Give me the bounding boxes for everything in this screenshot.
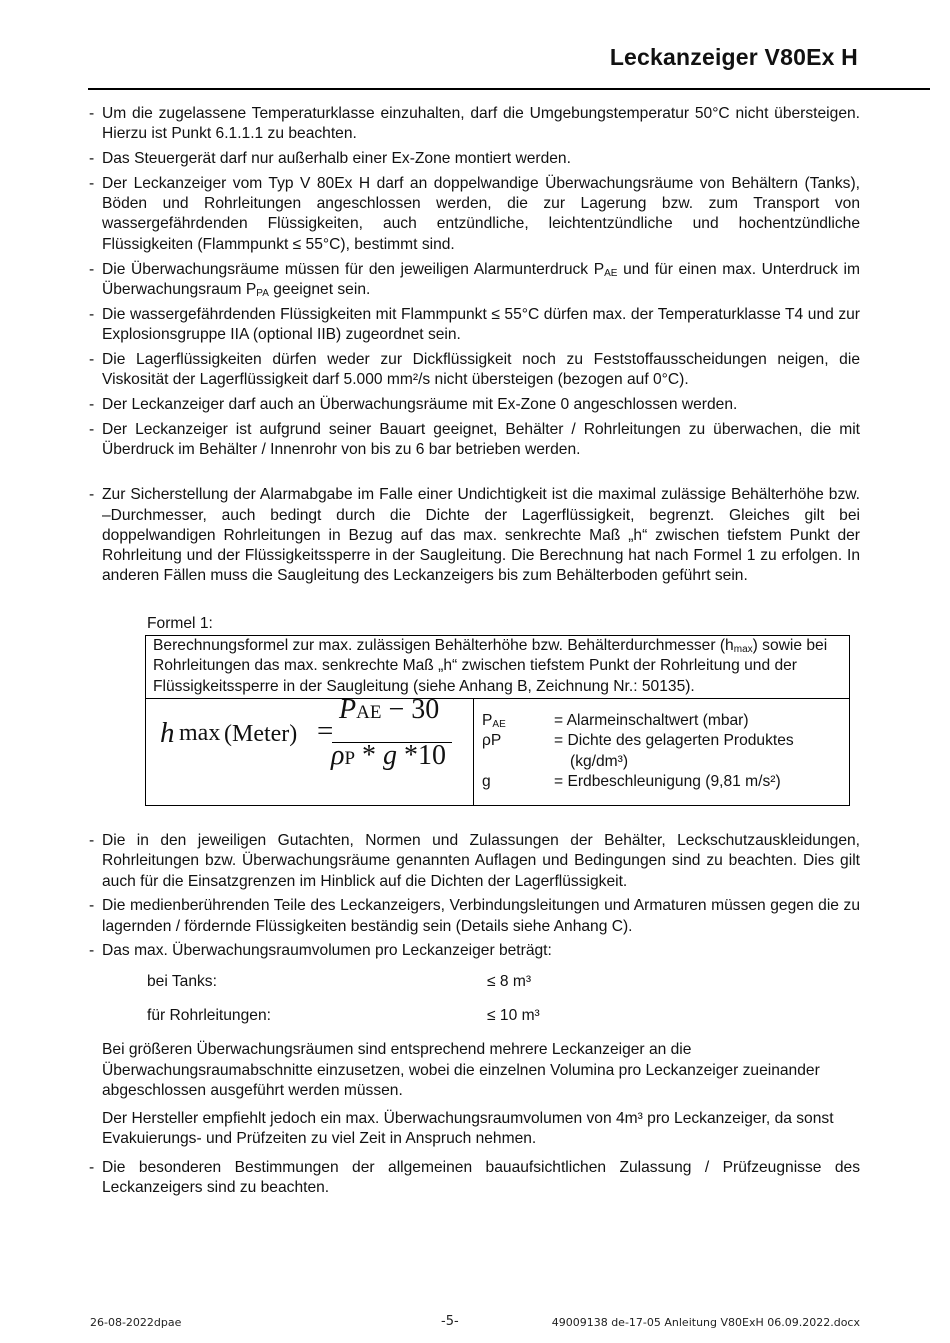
list-item-text: Die wassergefährdenden Flüssigkeiten mit Flammpunkt ≤ 55°C dürfen max. der Temperaturklasse T4 und zur Explosionsgruppe IIA (optional IIB) zugeordnet sein. [102,305,860,343]
limit-row: für Rohrleitungen: ≤ 10 m³ [147,1007,540,1024]
variable-row: ρP = Dichte des gelagerten Produktes (kg/dm³) [482,732,794,770]
list-item: - Die medienberührenden Teile des Leckanzeigers, Verbindungsleitungen und Armaturen müssen gegen die zu lagernden / fördernde Flüssigkeiten beständig sein (Details siehe Anhang C). [89,896,860,937]
list-item: - Das Steuergerät darf nur außerhalb einer Ex-Zone montiert werden. [89,149,860,169]
list-item: - Der Leckanzeiger ist aufgrund seiner Bauart geeignet, Behälter / Rohrleitungen zu überwachen, die mit Überdruck im Behälter / Innenrohr von bis zu 6 bar betrieben werden. [89,420,860,461]
paragraph: Der Hersteller empfiehlt jedoch ein max. Überwachungsraumvolumen von 4m³ pro Leckanzeiger, da sonst Evakuierungs- und Prüfzeiten zu viel Zeit in Anspruch nehmen. [102,1110,834,1148]
equation-max: max [179,719,221,746]
equation-numerator: PAE − 30 [339,693,440,725]
list-item-text: Um die zugelassene Temperaturklasse einzuhalten, darf die Umgebungstemperatur 50°C nicht übersteigen. Hierzu ist Punkt 6.1.1.1 zu beachten. [102,105,860,143]
footer-date: 26-08-2022dpae [90,1316,182,1329]
list-item-text: Die in den jeweiligen Gutachten, Normen und Zulassungen der Behälter, Leckschutzauskleidungen, Rohrleitungen bzw. Überwachungsräume genannten Auflagen und Bedingungen sind zu beachten. Dies gilt auch für die Einsatzgrenzen im Hinblick auf die Dichten der Lagerflüssigkeit. [102,831,860,890]
limit-row: bei Tanks: ≤ 8 m³ [147,972,532,990]
footer-filename: 49009138 de-17-05 Anleitung V80ExH 06.09.2022.docx [551,1316,860,1329]
list-item-text: Der Leckanzeiger vom Typ V 80Ex H darf an doppelwandige Überwachungsräume von Behältern (Tanks), Böden und Rohrleitungen angeschlossen werden, die zur Lagerung bzw. zum Transport von wassergefährdenden Flüssigkeiten, auch entzündliche, leichtentzündliche und hochentzündliche Flüssigkeiten (Flammpunkt ≤ 55°C), bestimmt sind. [102,174,860,253]
list-item: - Die besonderen Bestimmungen der allgemeinen bauaufsichtlichen Zulassung / Prüfzeugnisse des Leckanzeigers sind zu beachten. [89,1158,860,1199]
list-item: - Der Leckanzeiger vom Typ V 80Ex H darf an doppelwandige Überwachungsräume von Behältern (Tanks), Böden und Rohrleitungen angeschlossen werden, die zur Lagerung bzw. zum Transport von wassergefährdenden Flüssigkeiten, auch entzündliche, leichtentzündliche und hochentzündliche Flüssigkeiten (Flammpunkt ≤ 55°C), bestimmt sind. [89,174,860,255]
list-item: - Die in den jeweiligen Gutachten, Normen und Zulassungen der Behälter, Leckschutzauskleidungen, Rohrleitungen bzw. Überwachungsräume genannten Auflagen und Bedingungen sind zu beachten. Dies gilt auch für die Einsatzgrenzen im Hinblick auf die Dichten der Lagerflüssigkeit. [89,831,860,892]
page-number: -5- [441,1314,459,1329]
list-item: - Die Lagerflüssigkeiten dürfen weder zur Dickflüssigkeit noch zu Feststoffausscheidungen neigen, die Viskosität der Lagerflüssigkeit darf 5.000 mm²/s nicht übersteigen (bezogen auf 0°C). [89,350,860,391]
formula-equation [146,693,474,805]
list-item: - Der Leckanzeiger darf auch an Überwachungsräume mit Ex-Zone 0 angeschlossen werden. [89,395,860,415]
formula-description: Berechnungsformel zur max. zulässigen Behälterhöhe bzw. Behälterdurchmesser $(h_{max})$ sowie bei Rohrleitungen das max. senkrechte Maß „h“ zwischen tiefstem Punkt der Rohrleitung und der Flüssigkeitssperre in der Saugleitung (siehe Anhang B, Zeichnung Nr.: 50135). [153,637,828,695]
formula-box [145,635,850,806]
equation-equals: = [317,714,334,747]
list-item-text: Der Leckanzeiger darf auch an Überwachungsräume mit Ex-Zone 0 angeschlossen werden. [102,395,738,413]
variable-row: $P_{AE}$ = Alarmeinschaltwert (mbar) [482,711,749,730]
list-item: - Das max. Überwachungsraumvolumen pro Leckanzeiger beträgt: [89,941,860,961]
equation-denominator: ρP * g *10 [331,739,447,771]
list-item-text: Das Steuergerät darf nur außerhalb einer Ex-Zone montiert werden. [102,150,571,168]
list-item-text: Die Überwachungsräume müssen für den jeweiligen Alarmunterdruck $P_{AE}$ und für einen max. Unterdruck im Überwachungsraum $P_{PA}$ geeignet sein. [102,260,861,299]
equation-h: h [160,716,175,749]
formula-variables [474,699,849,805]
list-item: - Die wassergefährdenden Flüssigkeiten mit Flammpunkt ≤ 55°C dürfen max. der Temperaturklasse T4 und zur Explosionsgruppe IIA (optional IIB) zugeordnet sein. [89,305,860,346]
variable-row: g = Erdbeschleunigung (9,81 m/s²) [482,772,781,790]
list-item-text: Das max. Überwachungsraumvolumen pro Leckanzeiger beträgt: [102,942,552,960]
list-item-text: Die Lagerflüssigkeiten dürfen weder zur Dickflüssigkeit noch zu Feststoffausscheidungen neigen, die Viskosität der Lagerflüssigkeit darf 5.000 mm²/s nicht übersteigen (bezogen auf 0°C). [102,350,860,389]
list-item-text: Zur Sicherstellung der Alarmabgabe im Falle einer Undichtigkeit ist die maximal zulässige Behälterhöhe bzw. –Durchmesser, auch bedingt durch die Dichte der Lagerflüssigkeit, begrenzt. Gleiches gilt bei doppelwandigen Rohrleitungen in Bezug auf das max. senkrechte Maß „h“ zwischen tiefstem Punkt der Rohrleitung und der Flüssigkeitssperre in der Saugleitung. Die Berechnung hat nach Formel 1 zu erfolgen. In anderen Fällen muss die Saugleitung des Leckanzeigers bis zum Behälterboden geführt sein. [102,486,860,585]
page-content [89,104,860,1203]
list-item-text: Die besonderen Bestimmungen der allgemeinen bauaufsichtlichen Zulassung / Prüfzeugnisse des Leckanzeigers sind zu beachten. [102,1158,860,1197]
formula-row [146,693,849,805]
header-divider [88,88,930,90]
list-item-text: Der Leckanzeiger ist aufgrund seiner Bauart geeignet, Behälter / Rohrleitungen zu überwachen, die mit Überdruck im Behälter / Innenrohr von bis zu 6 bar betrieben werden. [102,420,860,458]
paragraph: Bei größeren Überwachungsräumen sind entsprechend mehrere Leckanzeiger an die Überwachungsraumabschnitte einzusetzen, wobei die einzelnen Volumina pro Leckanzeiger zueinander abgeschlossen ausgeführt werden müssen. [102,1041,820,1099]
list-item: - Zur Sicherstellung der Alarmabgabe im Falle einer Undichtigkeit ist die maximal zulässige Behälterhöhe bzw. –Durchmesser, auch bedingt durch die Dichte der Lagerflüssigkeit, begrenzt. Gleiches gilt bei doppelwandigen Rohrleitungen in Bezug auf das max. senkrechte Maß „h“ zwischen tiefstem Punkt der Rohrleitung und der Flüssigkeitssperre in der Saugleitung. Die Berechnung hat nach Formel 1 zu erfolgen. In anderen Fällen muss die Saugleitung des Leckanzeigers bis zum Behälterboden geführt sein. [89,485,860,586]
list-item: - Um die zugelassene Temperaturklasse einzuhalten, darf die Umgebungstemperatur 50°C nicht übersteigen. Hierzu ist Punkt 6.1.1.1 zu beachten. [89,104,860,145]
list-item: - Die Überwachungsräume müssen für den jeweiligen Alarmunterdruck $P_{AE}$ und für einen max. Unterdruck im Überwachungsraum $P_{PA}$ geeignet sein. [89,260,861,299]
document-title: Leckanzeiger V80Ex H [609,44,858,70]
formula-label: Formel 1: [147,614,213,632]
equation-meter: (Meter) [224,720,298,747]
list-item-text: Die medienberührenden Teile des Leckanzeigers, Verbindungsleitungen und Armaturen müssen gegen die zu lagernden / fördernde Flüssigkeiten beständig sein (Details siehe Anhang C). [102,897,860,935]
